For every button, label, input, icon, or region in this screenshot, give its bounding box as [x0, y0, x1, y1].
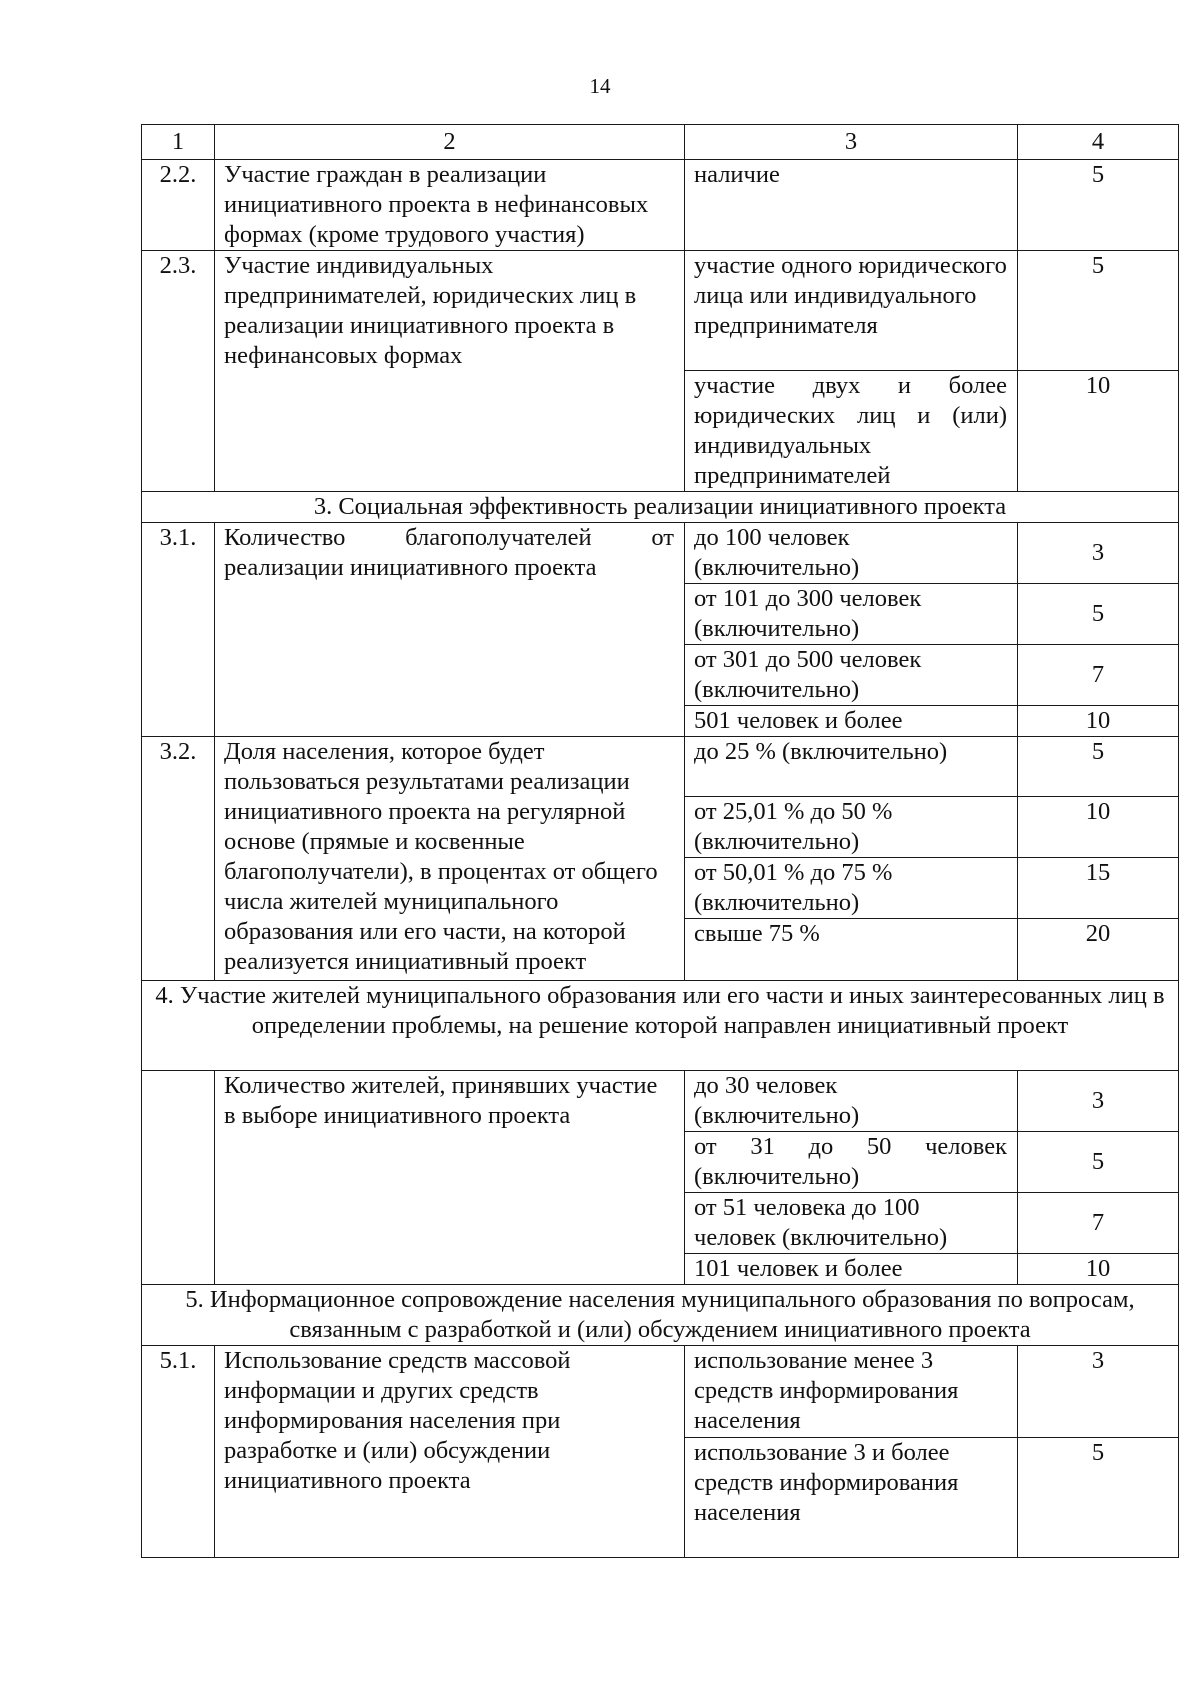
option-cell: от 50,01 % до 75 % (включительно) — [685, 858, 1018, 919]
criterion-cell: Участие граждан в реализации инициативного проекта в нефинансовых формах (кроме трудового участия) — [215, 160, 685, 251]
header-cell: 4 — [1018, 125, 1179, 160]
table-header-row — [142, 125, 1179, 160]
header-cell: 2 — [215, 125, 685, 160]
score-cell: 10 — [1018, 1254, 1179, 1285]
section-heading: 4. Участие жителей муниципального образования или его части и иных заинтересованных лиц в определении проблемы, на решение которой направлен инициативный проект — [142, 981, 1179, 1071]
table-row — [142, 251, 1179, 371]
section-row — [142, 1285, 1179, 1346]
header-cell: 3 — [685, 125, 1018, 160]
option-cell: от 101 до 300 человек (включительно) — [685, 584, 1018, 645]
criterion-cell: Участие индивидуальных предпринимателей, юридических лиц в реализации инициативного проекта в нефинансовых формах — [215, 251, 685, 492]
score-cell: 7 — [1018, 645, 1179, 706]
option-cell: 101 человек и более — [685, 1254, 1018, 1285]
option-cell: от 51 человека до 100 человек (включительно) — [685, 1193, 1018, 1254]
option-cell: до 100 человек (включительно) — [685, 523, 1018, 584]
section-heading: 5. Информационное сопровождение населения муниципального образования по вопросам, связанным с разработкой и (или) обсуждением инициативного проекта — [142, 1285, 1179, 1346]
table-row — [142, 1071, 1179, 1132]
criterion-cell: Количество жителей, принявших участие в выборе инициативного проекта — [215, 1071, 685, 1285]
score-cell: 3 — [1018, 1346, 1179, 1438]
option-cell: от 301 до 500 человек (включительно) — [685, 645, 1018, 706]
score-cell: 5 — [1018, 160, 1179, 251]
section-row — [142, 981, 1179, 1071]
option-cell: 501 человек и более — [685, 706, 1018, 737]
criterion-cell — [215, 523, 685, 737]
option-cell: участие одного юридического лица или индивидуального предпринимателя — [685, 251, 1018, 371]
score-cell: 3 — [1018, 1071, 1179, 1132]
score-cell: 5 — [1018, 737, 1179, 797]
score-cell: 5 — [1018, 1132, 1179, 1193]
option-cell: от 31 до 50 человек (включительно) — [685, 1132, 1018, 1193]
table-row — [142, 160, 1179, 251]
score-cell: 10 — [1018, 371, 1179, 492]
table-row — [142, 1346, 1179, 1438]
score-cell: 10 — [1018, 706, 1179, 737]
score-cell: 15 — [1018, 858, 1179, 919]
row-number: 3.1. — [142, 523, 215, 737]
option-cell: участие двух и более юридических лиц и (или) индивидуальных предпринимателей — [685, 371, 1018, 492]
score-cell: 5 — [1018, 251, 1179, 371]
score-cell: 3 — [1018, 523, 1179, 584]
option-cell: использование менее 3 средств информирования населения — [685, 1346, 1018, 1438]
score-cell: 20 — [1018, 919, 1179, 981]
row-number — [142, 1071, 215, 1285]
table-row — [142, 737, 1179, 797]
row-number: 3.2. — [142, 737, 215, 981]
table-row — [142, 523, 1179, 584]
option-cell: до 30 человек (включительно) — [685, 1071, 1018, 1132]
criteria-table — [141, 124, 1179, 1558]
header-cell: 1 — [142, 125, 215, 160]
criterion-cell: Доля населения, которое будет пользоваться результатами реализации инициативного проекта на регулярной основе (прямые и косвенные благополучатели), в процентах от общего числа жителей муниципального образования или его части, на которой реализуется инициативный проект — [215, 737, 685, 981]
row-number: 2.2. — [142, 160, 215, 251]
score-cell: 10 — [1018, 797, 1179, 858]
section-heading: 3. Социальная эффективность реализации инициативного проекта — [142, 492, 1179, 523]
option-cell: свыше 75 % — [685, 919, 1018, 981]
section-row — [142, 492, 1179, 523]
page-number: 14 — [589, 74, 611, 98]
row-number: 2.3. — [142, 251, 215, 492]
criterion-cell: Использование средств массовой информации и других средств информирования населения при разработке и (или) обсуждении инициативного проекта — [215, 1346, 685, 1558]
option-cell: использование 3 и более средств информирования населения — [685, 1438, 1018, 1558]
option-cell: до 25 % (включительно) — [685, 737, 1018, 797]
criterion-text: Количество благополучателей от реализации инициативного проекта — [224, 524, 674, 581]
score-cell: 7 — [1018, 1193, 1179, 1254]
row-number: 5.1. — [142, 1346, 215, 1558]
option-cell: наличие — [685, 160, 1018, 251]
score-cell: 5 — [1018, 584, 1179, 645]
score-cell: 5 — [1018, 1438, 1179, 1558]
option-cell: от 25,01 % до 50 % (включительно) — [685, 797, 1018, 858]
